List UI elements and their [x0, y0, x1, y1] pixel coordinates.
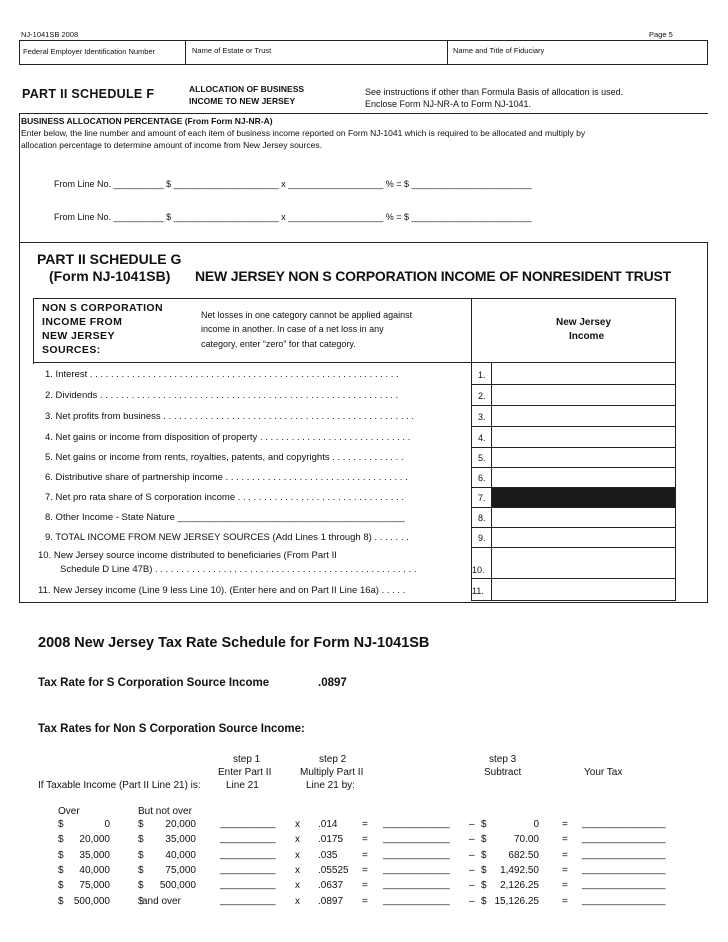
line-5-label: 5. Net gains or income from rents, royalties, patents, and copyrights . . . . . . . . . . . . . .	[45, 452, 404, 463]
subtract-value: 682.50	[508, 850, 539, 861]
not-over-dollar: $	[138, 896, 144, 907]
step-1-blank[interactable]: __________	[220, 849, 276, 860]
schedule-f-subtitle-2: INCOME TO NEW JERSEY	[189, 96, 296, 106]
line-6-label: 6. Distributive share of partnership income . . . . . . . . . . . . . . . . . . . . . . . . . . . . . . . . . . .	[45, 472, 408, 483]
source-header-4: SOURCES:	[42, 344, 101, 356]
not-over-dollar: $	[138, 834, 144, 845]
subtract-value: 0	[533, 819, 539, 830]
minus-sign: –	[469, 880, 475, 891]
line-9-label: 9. TOTAL INCOME FROM NEW JERSEY SOURCES (Add Lines 1 through 8) . . . . . . .	[45, 532, 409, 543]
rate-value: .0637	[318, 880, 344, 891]
loss-note-2: income in another. In case of a net loss in any	[201, 324, 384, 334]
line-5-amount[interactable]	[492, 448, 675, 467]
your-tax-blank[interactable]: _______________	[582, 849, 666, 860]
equals-sign: =	[362, 880, 368, 891]
your-tax-blank[interactable]: _______________	[582, 879, 666, 890]
step-1-blank[interactable]: __________	[220, 818, 276, 829]
over-dollar: $	[58, 896, 64, 907]
over-dollar: $	[58, 834, 64, 845]
not-over-value: 75,000	[165, 865, 196, 876]
line-7-shaded	[492, 488, 675, 507]
your-tax-blank[interactable]: _______________	[582, 864, 666, 875]
line-5-num: 5.	[478, 453, 486, 463]
step-1-line: Line 21	[226, 780, 259, 791]
non-s-rate-label: Tax Rates for Non S Corporation Source Income:	[38, 723, 305, 735]
step-1-instruction: Enter Part II	[218, 767, 272, 778]
schedule-f-note-2: Enclose Form NJ-NR-A to Form NJ-1041.	[365, 99, 532, 109]
loss-note-3: category, enter “zero” for that category.	[201, 339, 356, 349]
line-1-amount[interactable]	[492, 363, 675, 384]
multiply-sign: x	[295, 865, 300, 876]
not-over-value: 500,000	[159, 880, 196, 891]
line-4-label: 4. Net gains or income from disposition of property . . . . . . . . . . . . . . . . . . . . . . . . . . . . .	[45, 432, 411, 443]
step-2-blank[interactable]: ____________	[383, 818, 450, 829]
step-1-label: step 1	[233, 754, 261, 765]
estate-name-field[interactable]	[186, 52, 446, 64]
minus-sign: –	[469, 850, 475, 861]
s-corp-rate-value: .0897	[318, 677, 347, 689]
taxable-income-label: If Taxable Income (Part II Line 21) is:	[38, 780, 201, 791]
line-4-amount[interactable]	[492, 427, 675, 447]
multiply-sign: x	[295, 834, 300, 845]
fiduciary-label: Name and Title of Fiduciary	[453, 46, 545, 55]
equals-sign-2: =	[562, 819, 568, 830]
over-dollar: $	[58, 880, 64, 891]
over-value: 0	[104, 819, 110, 830]
schedule-f-title: PART II SCHEDULE F	[22, 87, 155, 101]
line-8-label[interactable]: 8. Other Income - State Nature ___________________________________________	[45, 512, 405, 523]
not-over-dollar: $	[138, 850, 144, 861]
step-2-blank[interactable]: ____________	[383, 849, 450, 860]
equals-sign: =	[362, 896, 368, 907]
your-tax-blank[interactable]: _______________	[582, 895, 666, 906]
step-1-blank[interactable]: __________	[220, 864, 276, 875]
over-dollar: $	[58, 819, 64, 830]
bap-title: BUSINESS ALLOCATION PERCENTAGE (From Form NJ-NR-A)	[21, 116, 273, 126]
step-2-blank[interactable]: ____________	[383, 833, 450, 844]
line-11-label: 11. New Jersey income (Line 9 less Line 10). (Enter here and on Part II Line 16a) . . . . .	[38, 585, 406, 596]
step-2-instruction: Multiply Part II	[300, 767, 364, 778]
schedule-g-form: (Form NJ-1041SB)	[49, 268, 171, 284]
line-3-label: 3. Net profits from business . . . . . . . . . . . . . . . . . . . . . . . . . . . . . . . . . . . . . . . . . . . . . . . .	[45, 411, 415, 422]
equals-sign: =	[362, 850, 368, 861]
not-over-dollar: $	[138, 880, 144, 891]
line-1-num: 1.	[478, 370, 486, 380]
line-9-num: 9.	[478, 533, 486, 543]
fein-field[interactable]	[20, 52, 184, 64]
line-7-label: 7. Net pro rata share of S corporation income . . . . . . . . . . . . . . . . . . . . . . . . . . . . . . . .	[45, 492, 405, 503]
schedule-g-title: PART II SCHEDULE G	[37, 251, 182, 267]
step-1-blank[interactable]: __________	[220, 879, 276, 890]
tax-schedule-title: 2008 New Jersey Tax Rate Schedule for Form NJ-1041SB	[38, 635, 430, 651]
line-9-amount[interactable]	[492, 528, 675, 547]
subtract-dollar: $	[481, 865, 487, 876]
over-value: 75,000	[79, 880, 110, 891]
line-10-label-2: Schedule D Line 47B) . . . . . . . . . . . . . . . . . . . . . . . . . . . . . . . . . . . . . . . . . . . . . . . . . .	[60, 564, 417, 575]
line-4-num: 4.	[478, 433, 486, 443]
schedule-g-heading: NEW JERSEY NON S CORPORATION INCOME OF NONRESIDENT TRUST	[195, 268, 671, 284]
line-3-num: 3.	[478, 412, 486, 422]
subtract-value: 70.00	[513, 834, 539, 845]
over-dollar: $	[58, 850, 64, 861]
line-10-label: 10. New Jersey source income distributed to beneficiaries (From Part II	[38, 550, 337, 561]
schedule-f-note-1: See instructions if other than Formula Basis of allocation is used.	[365, 87, 624, 97]
bap-text-2: allocation percentage to determine amount of income from New Jersey sources.	[21, 140, 322, 150]
not-over-dollar: $	[138, 865, 144, 876]
multiply-sign: x	[295, 850, 300, 861]
step-1-blank[interactable]: __________	[220, 895, 276, 906]
minus-sign: –	[469, 834, 475, 845]
s-corp-rate-label: Tax Rate for S Corporation Source Income	[38, 677, 270, 689]
line-7-num: 7.	[478, 493, 486, 503]
rate-value: .05525	[318, 865, 349, 876]
line-8-amount[interactable]	[492, 508, 675, 527]
not-over-value: 35,000	[165, 834, 196, 845]
page-number: Page 5	[649, 30, 673, 39]
line-6-amount[interactable]	[492, 468, 675, 487]
rate-value: .014	[318, 819, 338, 830]
your-tax-blank[interactable]: _______________	[582, 818, 666, 829]
not-over-header: But not over	[138, 806, 192, 817]
multiply-sign: x	[295, 880, 300, 891]
over-value: 20,000	[79, 834, 110, 845]
equals-sign: =	[362, 865, 368, 876]
step-2-line: Line 21 by:	[306, 780, 355, 791]
subtract-dollar: $	[481, 880, 487, 891]
your-tax-blank[interactable]: _______________	[582, 833, 666, 844]
schedule-f-subtitle-1: ALLOCATION OF BUSINESS	[189, 84, 305, 94]
step-3-instruction: Subtract	[484, 767, 522, 778]
fiduciary-field[interactable]	[448, 52, 706, 64]
line-3-amount[interactable]	[492, 406, 675, 426]
over-dollar: $	[58, 865, 64, 876]
subtract-value: 2,126.25	[500, 880, 539, 891]
subtract-dollar: $	[481, 819, 487, 830]
subtract-value: 1,492.50	[500, 865, 539, 876]
source-header-3: NEW JERSEY	[42, 330, 115, 342]
rate-value: .035	[318, 850, 338, 861]
not-over-value: and over	[142, 896, 181, 907]
equals-sign-2: =	[562, 880, 568, 891]
subtract-dollar: $	[481, 850, 487, 861]
not-over-dollar: $	[138, 819, 144, 830]
line-11-amount[interactable]	[492, 579, 675, 600]
step-1-blank[interactable]: __________	[220, 833, 276, 844]
subtract-dollar: $	[481, 834, 487, 845]
minus-sign: –	[469, 896, 475, 907]
line-6-num: 6.	[478, 473, 486, 483]
rate-value: .0175	[318, 834, 344, 845]
multiply-sign: x	[295, 896, 300, 907]
your-tax-label: Your Tax	[584, 767, 623, 778]
line-10-num: 10.	[472, 565, 485, 575]
equals-sign-2: =	[562, 850, 568, 861]
over-value: 40,000	[79, 865, 110, 876]
line-2-amount[interactable]	[492, 385, 675, 405]
step-2-blank[interactable]: ____________	[383, 879, 450, 890]
subtract-dollar: $	[481, 896, 487, 907]
line-1-label: 1. Interest . . . . . . . . . . . . . . . . . . . . . . . . . . . . . . . . . . . . . . . . . . . . . . . . . . . . . . . . . . .	[45, 369, 399, 380]
equals-sign-2: =	[562, 865, 568, 876]
equals-sign-2: =	[562, 896, 568, 907]
nj-income-header-1: New Jersey	[556, 317, 612, 328]
rate-value: .0897	[318, 896, 344, 907]
line-8-num: 8.	[478, 513, 486, 523]
form-id: NJ-1041SB 2008	[21, 30, 79, 39]
line-2-num: 2.	[478, 391, 486, 401]
step-2-blank[interactable]: ____________	[383, 864, 450, 875]
over-value: 500,000	[73, 896, 110, 907]
minus-sign: –	[469, 865, 475, 876]
minus-sign: –	[469, 819, 475, 830]
loss-note-1: Net losses in one category cannot be applied against	[201, 310, 413, 320]
step-2-blank[interactable]: ____________	[383, 895, 450, 906]
step-3-label: step 3	[489, 754, 517, 765]
line-2-label: 2. Dividends . . . . . . . . . . . . . . . . . . . . . . . . . . . . . . . . . . . . . . . . . . . . . . . . . . . . . . . . .	[45, 390, 399, 401]
estate-name-label: Name of Estate or Trust	[192, 46, 272, 55]
equals-sign: =	[362, 834, 368, 845]
line-11-num: 11.	[472, 586, 484, 596]
bap-text-1: Enter below, the line number and amount of each item of business income reported on Form NJ-1041 which is required to be allocated and multiply by	[21, 128, 586, 138]
not-over-value: 20,000	[165, 819, 196, 830]
subtract-value: 15,126.25	[494, 896, 539, 907]
allocation-line-2[interactable]: From Line No. __________ $ _____________________ x ___________________ % = $ ________________________	[54, 212, 532, 222]
line-10-amount[interactable]	[492, 548, 675, 578]
equals-sign: =	[362, 819, 368, 830]
source-header-1: NON S CORPORATION	[42, 302, 163, 314]
step-2-label: step 2	[319, 754, 347, 765]
fein-label: Federal Employer Identification Number	[23, 47, 156, 56]
over-header: Over	[58, 806, 80, 817]
not-over-value: 40,000	[165, 850, 196, 861]
over-value: 35,000	[79, 850, 110, 861]
source-header-2: INCOME FROM	[42, 316, 123, 328]
multiply-sign: x	[295, 819, 300, 830]
allocation-line-1[interactable]: From Line No. __________ $ _____________________ x ___________________ % = $ ________________________	[54, 179, 532, 189]
nj-income-header-2: Income	[569, 331, 605, 342]
equals-sign-2: =	[562, 834, 568, 845]
